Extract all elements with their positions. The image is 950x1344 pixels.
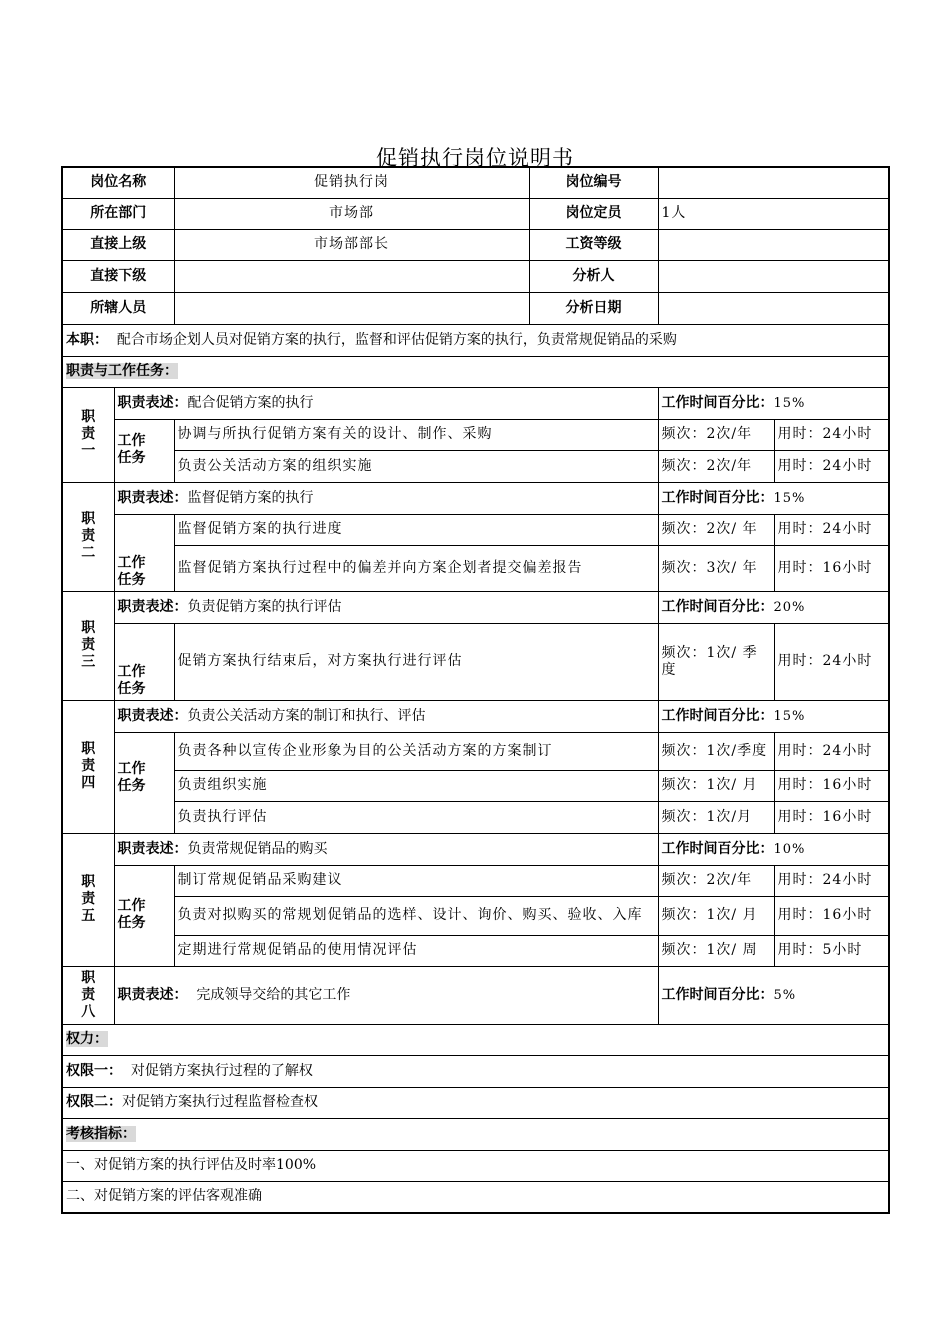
duty-1-desc-text: 配合促销方案的执行 <box>187 394 314 411</box>
duty-3-task-1-freq: 频次：1次/ 季度 <box>658 623 774 700</box>
duty-4-task-row <box>62 801 889 833</box>
kpi-header-row <box>62 1118 889 1150</box>
department-value: 市场部 <box>174 198 529 229</box>
authority-row <box>62 1087 889 1118</box>
duty-8-pct <box>658 966 889 1024</box>
duty-4-desc-row <box>62 700 889 732</box>
duty-4-task-2-freq: 频次：1次/ 月 <box>658 770 774 801</box>
duty-8-desc <box>114 966 658 1024</box>
duty-2-label: 职 责 二 <box>62 482 114 591</box>
authority-1 <box>62 1055 889 1087</box>
duty-5-task-2-time: 用时：16小时 <box>774 896 889 935</box>
info-row <box>62 292 889 324</box>
duty-1-task-2-time: 用时：24小时 <box>774 450 889 482</box>
main-duty-cell <box>62 324 889 356</box>
duty-5-task-1-freq: 频次：2次/年 <box>658 865 774 896</box>
superior-value: 市场部部长 <box>174 229 529 260</box>
authority-header: 权力： <box>66 1031 108 1047</box>
salary-label: 工资等级 <box>529 229 658 260</box>
document-title: 促销执行岗位说明书 <box>376 146 574 170</box>
authority-2-text: 对促销方案执行过程监督检查权 <box>122 1094 318 1110</box>
duty-1-task-1: 协调与所执行促销方案有关的设计、制作、采购 <box>174 419 658 450</box>
duty-8-pct-value: 5% <box>773 987 797 1003</box>
main-duty-row <box>62 324 889 356</box>
authority-2-label: 权限二： <box>66 1094 122 1110</box>
duty-3-desc <box>114 591 658 623</box>
position-no-value <box>658 167 889 198</box>
duty-1-label: 职 责 一 <box>62 387 114 482</box>
authority-2 <box>62 1087 889 1118</box>
authority-row <box>62 1055 889 1087</box>
desc-label: 职责表述： <box>117 598 188 615</box>
duty-1-task-2: 负责公关活动方案的组织实施 <box>174 450 658 482</box>
salary-value <box>658 229 889 260</box>
main-duty-text: 配合市场企划人员对促销方案的执行，监督和评估促销方案的执行，负责常规促销品的采购 <box>116 331 677 348</box>
duty-4-task-2: 负责组织实施 <box>174 770 658 801</box>
duty-1-task-2-freq: 频次：2次/年 <box>658 450 774 482</box>
kpi-row <box>62 1150 889 1181</box>
duty-2-desc-row <box>62 482 889 514</box>
desc-label: 职责表述： <box>117 840 188 857</box>
subordinate-label: 直接下级 <box>62 260 174 292</box>
position-name-value: 促销执行岗 <box>174 167 529 198</box>
duty-5-task-2-freq: 频次：1次/ 月 <box>658 896 774 935</box>
duty-2-task-1-freq: 频次：2次/ 年 <box>658 514 774 545</box>
position-name-label: 岗位名称 <box>62 167 174 198</box>
duty-5-task-row <box>62 935 889 966</box>
duty-2-desc-text: 监督促销方案的执行 <box>187 489 314 506</box>
duty-3-desc-row <box>62 591 889 623</box>
duty-4-task-3-freq: 频次：1次/月 <box>658 801 774 833</box>
pct-label: 工作时间百分比： <box>661 489 774 506</box>
duty-4-pct-value: 15% <box>773 708 806 724</box>
duty-8-row <box>62 966 889 1024</box>
desc-label: 职责表述： <box>117 394 188 411</box>
desc-label: 职责表述： <box>117 707 188 724</box>
duty-5-task-2: 负责对拟购买的常规划促销品的选样、设计、询价、购买、验收、入库 <box>174 896 658 935</box>
duty-3-pct-value: 20% <box>773 599 806 615</box>
duty-5-task-3-time: 用时：5小时 <box>774 935 889 966</box>
duty-1-task-row <box>62 450 889 482</box>
duty-2-desc <box>114 482 658 514</box>
kpi-2: 二、对促销方案的评估客观准确 <box>62 1181 889 1213</box>
duties-header-row <box>62 356 889 387</box>
duty-1-pct-value: 15% <box>773 395 806 411</box>
analyst-value <box>658 260 889 292</box>
duty-4-task-row <box>62 732 889 770</box>
duty-1-desc <box>114 387 658 419</box>
info-row <box>62 260 889 292</box>
authority-header-row <box>62 1024 889 1055</box>
duty-8-label: 职 责 八 <box>62 966 114 1024</box>
duty-2-task-row <box>62 545 889 591</box>
duty-1-task-1-time: 用时：24小时 <box>774 419 889 450</box>
kpi-header-cell <box>62 1118 889 1150</box>
info-row <box>62 198 889 229</box>
duty-2-task-2-time: 用时：16小时 <box>774 545 889 591</box>
pct-label: 工作时间百分比： <box>661 840 774 857</box>
duty-4-task-2-time: 用时：16小时 <box>774 770 889 801</box>
pct-label: 工作时间百分比： <box>661 707 774 724</box>
duties-header: 职责与工作任务： <box>66 363 178 379</box>
subordinate-value <box>174 260 529 292</box>
superior-label: 直接上级 <box>62 229 174 260</box>
analyst-label: 分析人 <box>529 260 658 292</box>
duty-5-task-3-freq: 频次：1次/ 周 <box>658 935 774 966</box>
duty-4-task-1-time: 用时：24小时 <box>774 732 889 770</box>
duty-8-desc-text: 完成领导交给的其它工作 <box>196 986 351 1003</box>
pct-label: 工作时间百分比： <box>661 986 774 1003</box>
duty-2-task-row <box>62 514 889 545</box>
duty-5-task-1-time: 用时：24小时 <box>774 865 889 896</box>
desc-label: 职责表述： <box>117 986 188 1003</box>
department-label: 所在部门 <box>62 198 174 229</box>
duty-4-task-3-time: 用时：16小时 <box>774 801 889 833</box>
analysis-date-label: 分析日期 <box>529 292 658 324</box>
duty-5-task-1: 制订常规促销品采购建议 <box>174 865 658 896</box>
authority-1-text: 对促销方案执行过程的了解权 <box>130 1062 313 1079</box>
duty-4-pct <box>658 700 889 732</box>
info-row <box>62 167 889 198</box>
main-duty-label: 本职： <box>66 331 108 348</box>
pct-label: 工作时间百分比： <box>661 598 774 615</box>
duty-1-desc-row <box>62 387 889 419</box>
duty-3-label: 职 责 三 <box>62 591 114 700</box>
duty-4-label: 职 责 四 <box>62 700 114 833</box>
duty-4-task-3: 负责执行评估 <box>174 801 658 833</box>
analysis-date-value <box>658 292 889 324</box>
duty-5-task-row <box>62 865 889 896</box>
duty-1-task-label: 工作 任务 <box>114 419 174 482</box>
duty-4-task-label: 工作 任务 <box>114 732 174 833</box>
duty-4-desc-text: 负责公关活动方案的制订和执行、评估 <box>187 707 426 724</box>
duty-2-pct <box>658 482 889 514</box>
duty-5-task-3: 定期进行常规促销品的使用情况评估 <box>174 935 658 966</box>
duty-5-pct <box>658 833 889 865</box>
duties-header-cell <box>62 356 889 387</box>
duty-1-task-1-freq: 频次：2次/年 <box>658 419 774 450</box>
duty-2-pct-value: 15% <box>773 490 806 506</box>
pct-label: 工作时间百分比： <box>661 394 774 411</box>
staff-label: 所辖人员 <box>62 292 174 324</box>
duty-1-pct <box>658 387 889 419</box>
duty-2-task-1-time: 用时：24小时 <box>774 514 889 545</box>
duty-2-task-1: 监督促销方案的执行进度 <box>174 514 658 545</box>
duty-2-task-2-freq: 频次：3次/ 年 <box>658 545 774 591</box>
duty-3-task-1: 促销方案执行结束后，对方案执行进行评估 <box>174 623 658 700</box>
duty-5-pct-value: 10% <box>773 841 806 857</box>
duty-5-label: 职 责 五 <box>62 833 114 966</box>
duty-2-task-2: 监督促销方案执行过程中的偏差并向方案企划者提交偏差报告 <box>174 545 658 591</box>
duty-3-task-label: 工作 任务 <box>114 623 174 700</box>
job-description-table <box>61 166 890 1214</box>
duty-4-desc <box>114 700 658 732</box>
desc-label: 职责表述： <box>117 489 188 506</box>
duty-3-pct <box>658 591 889 623</box>
duty-4-task-row <box>62 770 889 801</box>
position-no-label: 岗位编号 <box>529 167 658 198</box>
info-row <box>62 229 889 260</box>
duty-5-task-row <box>62 896 889 935</box>
headcount-value: 1人 <box>658 198 889 229</box>
duty-4-task-1-freq: 频次：1次/季度 <box>658 732 774 770</box>
duty-5-desc-text: 负责常规促销品的购买 <box>187 840 328 857</box>
duty-2-task-label: 工作 任务 <box>114 514 174 591</box>
duty-1-task-row <box>62 419 889 450</box>
authority-1-label: 权限一： <box>66 1062 122 1079</box>
duty-5-task-label: 工作 任务 <box>114 865 174 966</box>
kpi-row <box>62 1181 889 1213</box>
duty-3-task-row <box>62 623 889 700</box>
duty-5-desc <box>114 833 658 865</box>
kpi-1: 一、对促销方案的执行评估及时率100% <box>62 1150 889 1181</box>
authority-header-cell <box>62 1024 889 1055</box>
duty-5-desc-row <box>62 833 889 865</box>
duty-3-task-1-time: 用时：24小时 <box>774 623 889 700</box>
duty-4-task-1: 负责各种以宣传企业形象为目的公关活动方案的方案制订 <box>174 732 658 770</box>
duty-3-desc-text: 负责促销方案的执行评估 <box>187 598 342 615</box>
headcount-label: 岗位定员 <box>529 198 658 229</box>
kpi-header: 考核指标： <box>66 1125 136 1142</box>
staff-value <box>174 292 529 324</box>
